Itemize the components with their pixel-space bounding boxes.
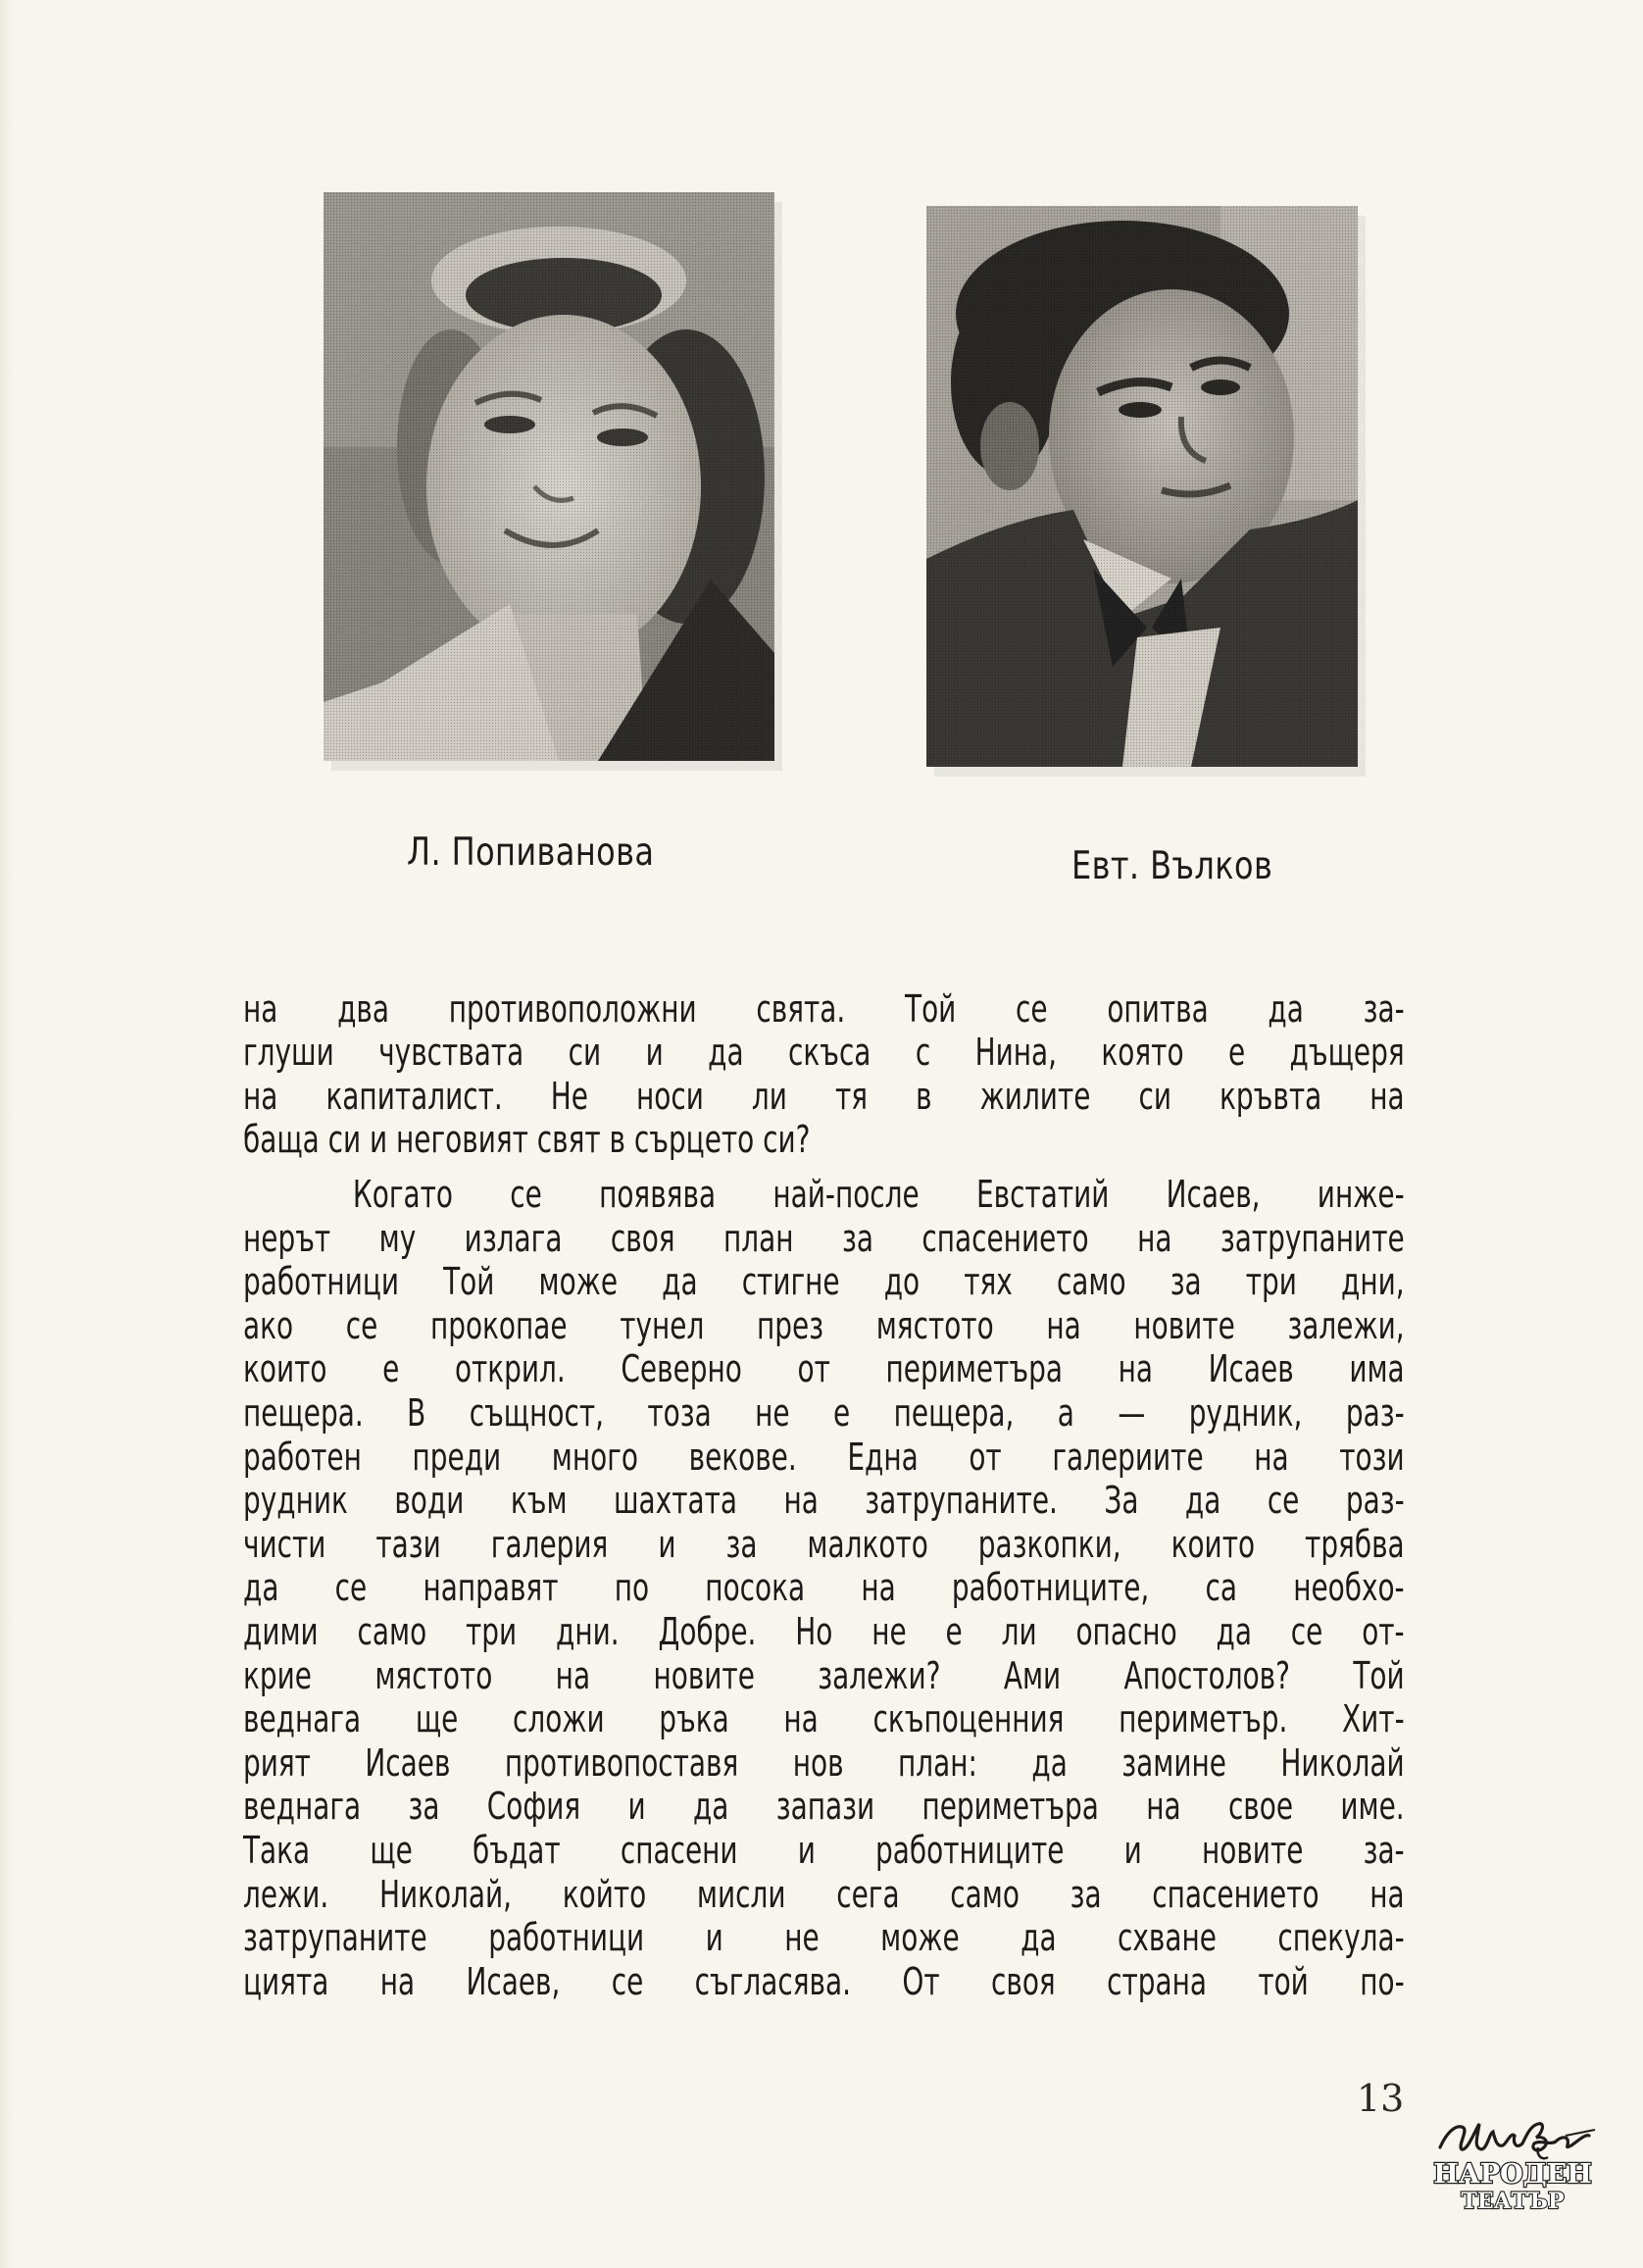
text-line: рият Исаев противопоставя нов план: да замине Николай bbox=[243, 1740, 1405, 1785]
text-line: работен преди много векове. Една от галериите на този bbox=[243, 1435, 1405, 1479]
logo-line-2: ТЕАТЪР bbox=[1461, 2189, 1565, 2212]
text-line: цията на Исаев, се съгласява. От своя страна той по- bbox=[243, 1959, 1405, 2003]
paragraph-2 bbox=[243, 1173, 1405, 2003]
text-line: работници Той може да стигне до тях само за три дни, bbox=[243, 1260, 1405, 1304]
text-line: веднага ще сложи ръка на скъпоценния периметър. Хит- bbox=[243, 1697, 1405, 1741]
theatre-logo-icon bbox=[1428, 2110, 1597, 2212]
photo-caption-left: Л. Попиванова bbox=[407, 831, 655, 875]
text-line: чисти тази галерия и за малкото разкопки, които трябва bbox=[243, 1522, 1405, 1566]
text-line: Така ще бъдат спасени и работниците и новите за- bbox=[243, 1828, 1405, 1872]
text-line: лежи. Николай, който мисли сега само за спасението на bbox=[243, 1872, 1405, 1916]
portrait-photo-valkov bbox=[926, 206, 1358, 767]
logo-line-1: НАРОДЕН bbox=[1433, 2159, 1592, 2190]
portrait-woman-image bbox=[324, 192, 774, 761]
page-binding-edge bbox=[0, 0, 14, 2268]
text-line: нерът му излага своя план за спасението на затрупаните bbox=[243, 1216, 1405, 1260]
national-theatre-logo bbox=[1428, 2110, 1597, 2212]
text-line: крие мястото на новите залежи? Ами Апостолов? Той bbox=[243, 1653, 1405, 1697]
text-line: дими само три дни. Добре. Но не е ли опасно да се от- bbox=[243, 1609, 1405, 1653]
paragraph-1 bbox=[243, 987, 1405, 1161]
page-number: 13 bbox=[1357, 2077, 1405, 2120]
text-line: Когато се появява най-после Евстатий Исаев, инже- bbox=[352, 1173, 1405, 1216]
photo-caption-right: Евт. Вълков bbox=[1071, 844, 1273, 888]
portrait-photo-popivanova bbox=[324, 192, 774, 761]
text-line: ако се прокопае тунел през мястото на новите залежи, bbox=[243, 1303, 1405, 1347]
portrait-man-image bbox=[926, 206, 1358, 767]
text-line: които е открил. Северно от периметъра на Исаев има bbox=[243, 1347, 1405, 1391]
text-line: да се направят по посока на работниците, са необхо- bbox=[243, 1566, 1405, 1610]
text-line: баща си и неговият свят в сърцето си? bbox=[243, 1117, 811, 1161]
text-line: пещера. В същност, тоза не е пещера, а — рудник, раз- bbox=[243, 1390, 1405, 1435]
text-line: глуши чувствата си и да скъса с Нина, която е дъщеря bbox=[243, 1031, 1405, 1075]
text-line: затрупаните работници и не може да схване спекула- bbox=[243, 1916, 1405, 1960]
text-line: на капиталист. Не носи ли тя в жилите си кръвта на bbox=[243, 1074, 1405, 1118]
text-line: веднага за София и да запази периметъра на свое име. bbox=[243, 1785, 1405, 1829]
text-line: на два противоположни свята. Той се опитва да за- bbox=[243, 987, 1405, 1031]
text-line: рудник води към шахтата на затрупаните. За да се раз- bbox=[243, 1479, 1405, 1523]
